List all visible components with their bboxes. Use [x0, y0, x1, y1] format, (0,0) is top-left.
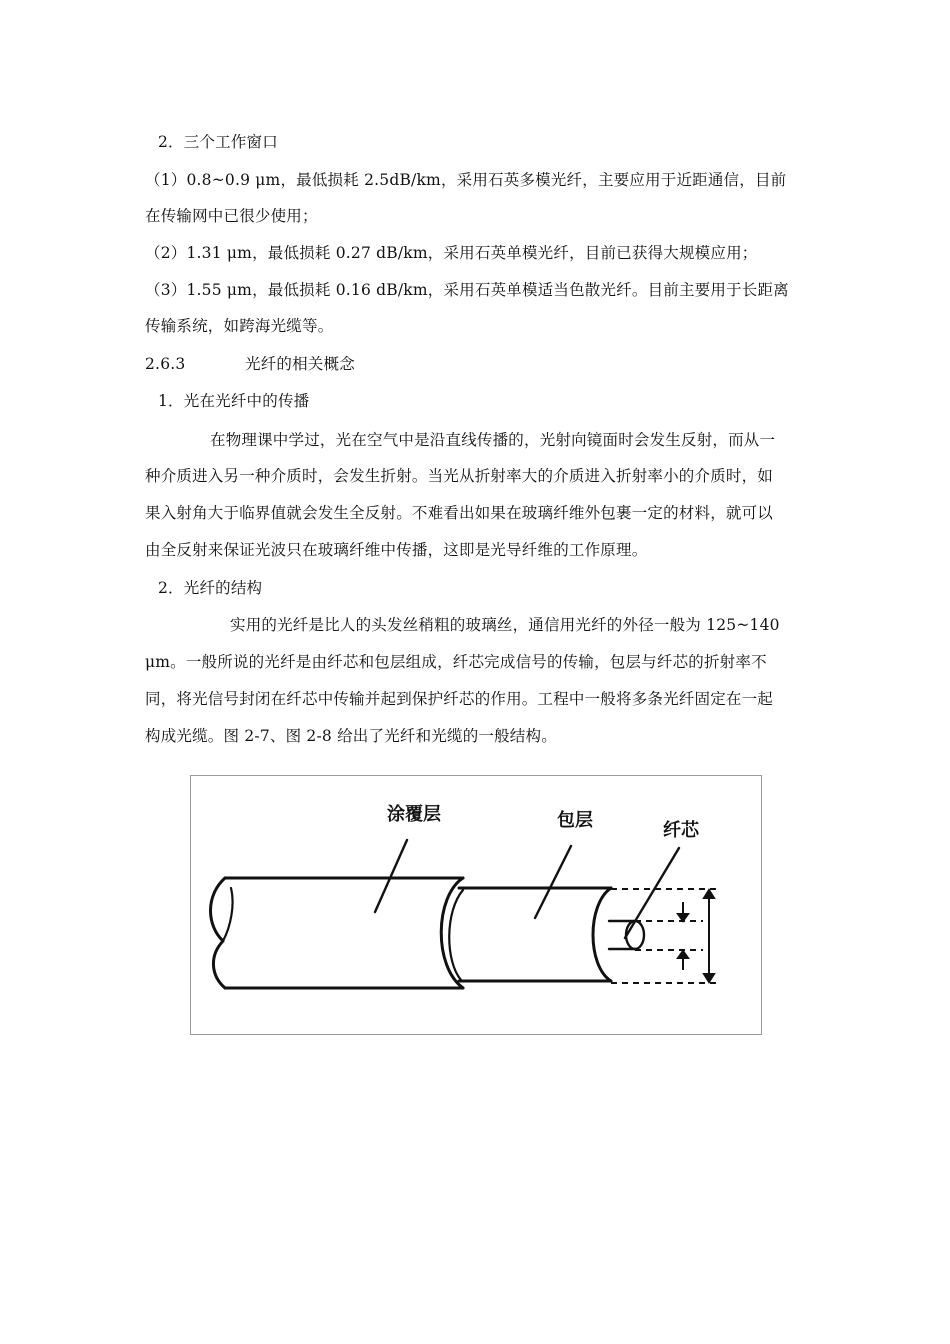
subsection-title-structure: 2．光纤的结构: [158, 579, 263, 597]
fiber-structure-figure: [190, 775, 762, 1035]
coating-leader: [375, 840, 407, 912]
label-cladding: 包层: [557, 810, 593, 831]
label-core: 纤芯: [663, 820, 699, 841]
subsection-title-propagation: 1．光在光纤中的传播: [158, 392, 310, 410]
propagation-line-3: 果入射角大于临界值就会发生全反射。不难看出如果在玻璃纤维外包裹一定的材料，就可以: [145, 504, 774, 522]
cladding-right-face: [593, 888, 611, 981]
outer-dim-arrowhead-bottom: [704, 974, 714, 982]
window-item-3-line2: 传输系统，如跨海光缆等。: [145, 317, 334, 335]
coating-break-curve: [223, 888, 233, 941]
cladding-left-face: [449, 890, 463, 980]
window-item-2-line1: （2）1.31 μm，最低损耗 0.27 dB/km，采用石英单模光纤，目前已获得大规模应用；: [145, 244, 758, 262]
propagation-line-4: 由全反射来保证光波只在玻璃纤维中传播，这即是光导纤维的工作原理。: [145, 541, 648, 559]
section-title-windows: 2．三个工作窗口: [158, 133, 278, 151]
section-number: 2.6.3: [145, 355, 186, 373]
cladding-leader: [535, 846, 571, 918]
structure-line-3: 同，将光信号封闭在纤芯中传输并起到保护纤芯的作用。工程中一般将多条光纤固定在一起: [145, 690, 774, 708]
core-dim-arrowhead-bottom: [678, 951, 688, 958]
coating-left-end: [211, 878, 226, 988]
label-coating: 涂覆层: [387, 804, 441, 825]
structure-line-4: 构成光缆。图 2-7、图 2-8 给出了光纤和光缆的一般结构。: [145, 727, 557, 745]
propagation-line-2: 种介质进入另一种介质时，会发生折射。当光从折射率大的介质进入折射率小的介质时，如: [145, 467, 774, 485]
structure-line-2: μm。一般所说的光纤是由纤芯和包层组成，纤芯完成信号的传输，包层与纤芯的折射率不: [145, 653, 767, 671]
fiber-diagram: [191, 776, 761, 1034]
window-item-1-line1: （1）0.8~0.9 μm，最低损耗 2.5dB/km，采用石英多模光纤，主要应用于近距通信，目前: [145, 171, 787, 189]
propagation-line-1: 在物理课中学过，光在空气中是沿直线传播的，光射向镜面时会发生反射，而从一: [210, 431, 776, 449]
core-end: [626, 921, 644, 949]
section-heading-263: [145, 354, 815, 374]
section-heading-title: 光纤的相关概念: [245, 355, 355, 373]
window-item-1-line2: 在传输网中已很少使用；: [145, 207, 318, 225]
structure-line-1: 实用的光纤是比人的头发丝稍粗的玻璃丝，通信用光纤的外径一般为 125~140: [230, 616, 780, 634]
core-dim-arrowhead-top: [678, 914, 688, 921]
core-leader: [625, 848, 679, 938]
outer-dim-arrowhead-top: [704, 890, 714, 898]
window-item-3-line1: （3）1.55 μm，最低损耗 0.16 dB/km，采用石英单模适当色散光纤。目前主要用于长距离: [145, 281, 789, 299]
